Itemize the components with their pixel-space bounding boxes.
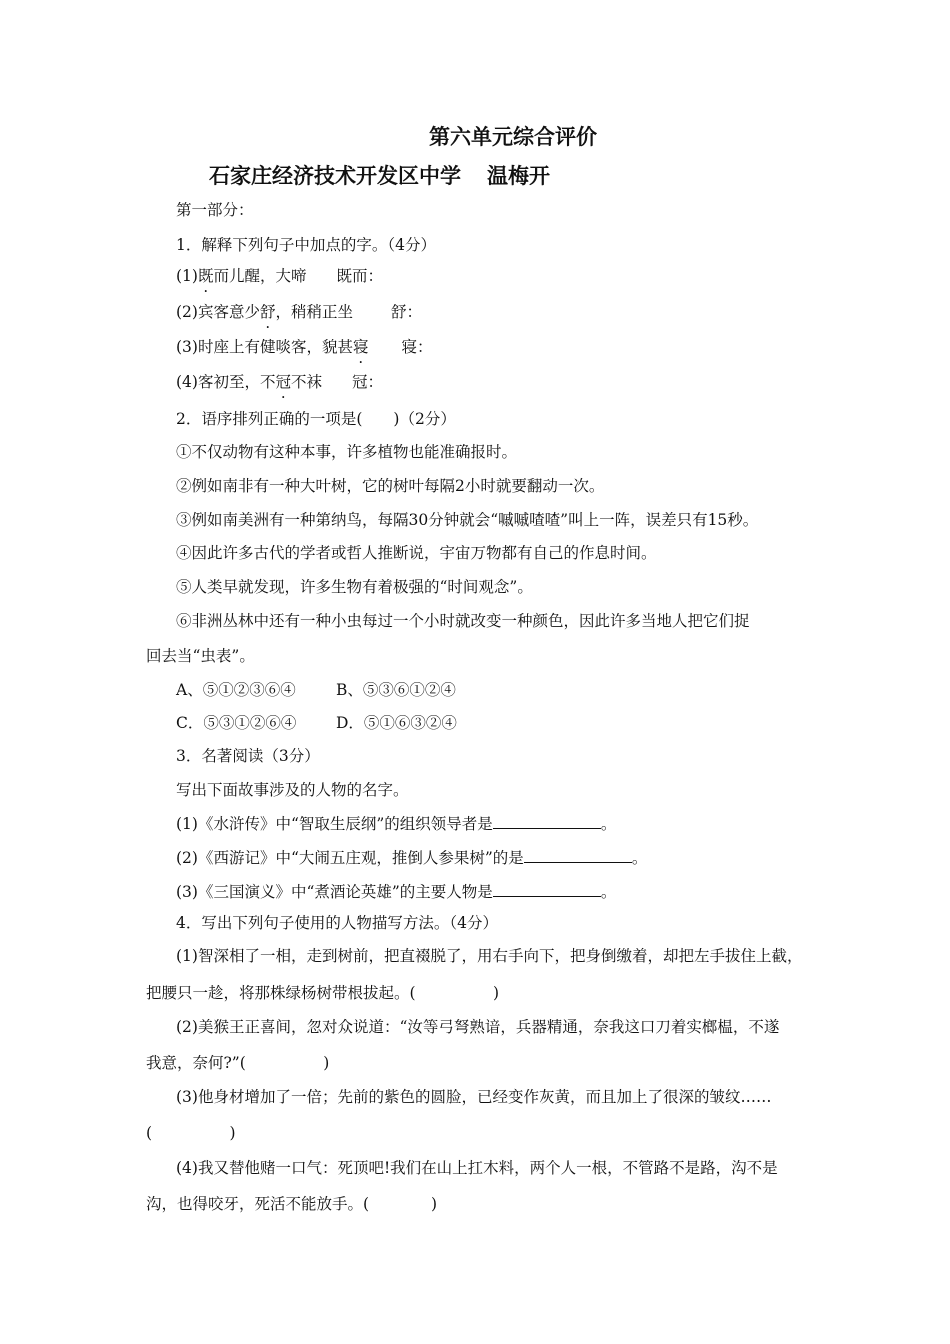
page-title: 第六单元综合评价 xyxy=(429,125,597,149)
dotted-char: 寝 xyxy=(352,338,369,356)
author-name: 温梅开 xyxy=(487,164,550,188)
q3-item-2: (2)《西游记》中“大闹五庄观，推倒人参果树”的是 。 xyxy=(176,849,648,867)
part-heading: 第一部分： xyxy=(176,201,254,219)
dotted-char: 既 xyxy=(197,267,214,285)
q3-item-1: (1)《水浒传》中“智取生辰纲”的组织领导者是 。 xyxy=(176,815,617,833)
q2-sentence-6a: ⑥非洲丛林中还有一种小虫每过一个小时就改变一种颜色，因此许多当地人把它们捉 xyxy=(176,612,750,630)
q2-sentence-5: ⑤人类早就发现，许多生物有着极强的“时间观念”。 xyxy=(176,578,533,596)
q4-item-2a: (2)美猴王正喜间，忽对众说道：“汝等弓弩熟谙，兵器精通，奈我这口刀着实榔榅，不遂 xyxy=(176,1018,780,1036)
answer-blank xyxy=(524,848,632,863)
q3-item-3: (3)《三国演义》中“煮酒论英雄”的主要人物是 。 xyxy=(176,883,617,901)
q4-item-3b: ( ) xyxy=(146,1124,236,1142)
q1-item-3: (3)时座上有健啖客，貌甚寝 寝： xyxy=(176,338,433,356)
q2-sentence-4: ④因此许多古代的学者或哲人推断说，宇宙万物都有自己的作息时间。 xyxy=(176,544,657,562)
q3-stem: 3．名著阅读（3分） xyxy=(176,747,320,765)
answer-blank xyxy=(493,882,601,897)
q4-stem: 4．写出下列句子使用的人物描写方法。（4分） xyxy=(176,914,498,932)
q2-option-b: B、⑤③⑥①②④ xyxy=(336,681,456,699)
q1-stem: 1．解释下列句子中加点的字。（4分） xyxy=(176,236,436,254)
q4-item-4a: (4)我又替他赌一口气：死顶吧!我们在山上扛木料，两个人一根，不管路不是路，沟不是 xyxy=(176,1159,778,1177)
q4-item-4b: 沟，也得咬牙，死活不能放手。( ) xyxy=(146,1195,438,1213)
q2-stem: 2．语序排列正确的一项是( )（2分） xyxy=(176,410,456,428)
q4-item-2b: 我意，奈何?”( ) xyxy=(146,1054,330,1072)
q2-option-c: C．⑤③①②⑥④ xyxy=(176,714,297,732)
dotted-char: 舒 xyxy=(259,303,276,321)
q2-sentence-2: ②例如南非有一种大叶树，它的树叶每隔2小时就要翻动一次。 xyxy=(176,477,605,495)
q4-item-1a: (1)智深相了一相，走到树前，把直裰脱了，用右手向下，把身倒缴着，却把左手拔住上截， xyxy=(176,947,803,965)
q1-item-2: (2)宾客意少舒，稍稍正坐 舒： xyxy=(176,303,423,321)
q2-sentence-1: ①不仅动物有这种本事，许多植物也能准确报时。 xyxy=(176,443,518,461)
q2-option-d: D．⑤①⑥③②④ xyxy=(336,714,457,732)
q2-option-a: A、⑤①②③⑥④ xyxy=(176,681,296,699)
q1-item-1: (1)既而儿醒，大啼 既而： xyxy=(176,267,384,285)
q1-item-4: (4)客初至，不冠不袜 冠： xyxy=(176,373,384,391)
school-name: 石家庄经济技术开发区中学 xyxy=(209,164,461,188)
q4-item-3a: (3)他身材增加了一倍；先前的紫色的圆脸，已经变作灰黄，而且加上了很深的皱纹…… xyxy=(176,1088,772,1106)
q2-sentence-6b: 回去当“虫表”。 xyxy=(146,647,255,665)
q4-item-1b: 把腰只一趁，将那株绿杨树带根拔起。( ) xyxy=(146,984,500,1002)
answer-blank xyxy=(493,814,601,829)
q3-intro: 写出下面故事涉及的人物的名字。 xyxy=(176,781,409,799)
q2-sentence-3: ③例如南美洲有一种第纳鸟，每隔30分钟就会“嘁嘁喳喳”叫上一阵，误差只有15秒。 xyxy=(176,511,759,529)
dotted-char: 冠 xyxy=(275,373,291,391)
